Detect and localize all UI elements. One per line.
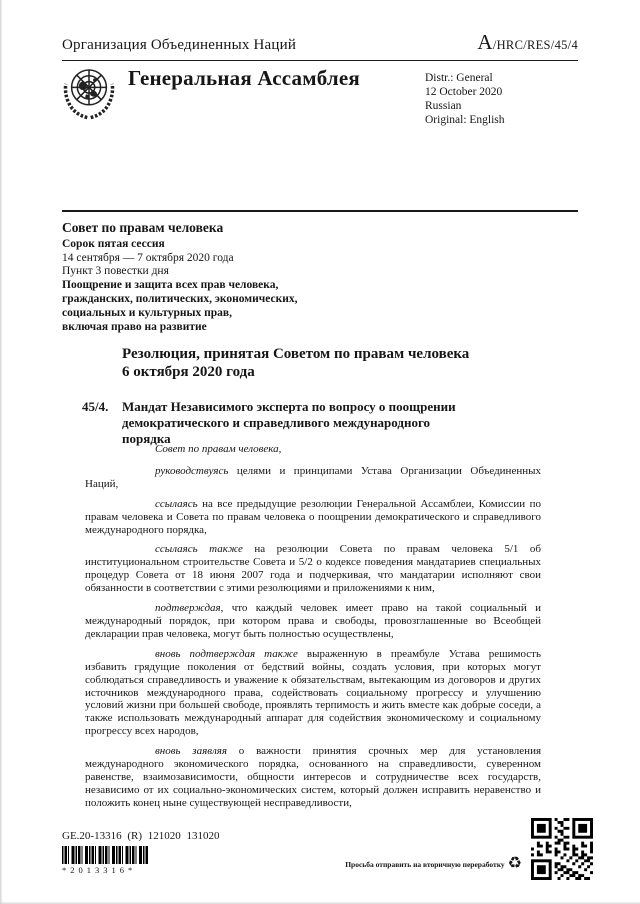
barcode-text: *2013316* <box>62 865 137 875</box>
document-symbol <box>477 30 578 55</box>
paragraph-text: на все предыдущие резолюции Генеральной Ассамблеи, Комиссии по правам человека и Совета по правам человека о поощрении демократического и справедливого международного порядка, <box>85 497 541 536</box>
recycle-notice <box>345 856 522 872</box>
language-label: Russian <box>425 100 462 112</box>
preamble-paragraph <box>85 745 541 810</box>
resolution-number: 45/4. <box>82 399 109 414</box>
qr-code-icon <box>531 818 593 880</box>
session-block <box>62 221 297 334</box>
recycle-note: Просьба отправить на вторичную переработку <box>345 859 505 869</box>
preamble-paragraph <box>85 602 541 641</box>
date-label: 12 October 2020 <box>425 86 503 98</box>
document-symbol-prefix: A <box>477 30 493 54</box>
paragraph-lead: ссылаясь <box>155 497 198 510</box>
session-number: Сорок пятая сессия <box>62 237 165 250</box>
paragraph-text: , что каждый человек имеет право на такой социальный и международный порядок, при котором права и свободы, провозглашенные во Всеобщей декларации прав человека, могут быть полностью осуществлены, <box>85 602 541 640</box>
document-header <box>62 30 578 61</box>
resolution-opening: Совет по правам человека, <box>155 443 282 455</box>
preamble-paragraph <box>85 543 541 595</box>
section-rule <box>62 210 578 212</box>
preamble-paragraph <box>85 498 541 537</box>
un-emblem-icon <box>60 64 118 120</box>
agenda-title-line: Поощрение и защита всех прав человека, <box>62 279 279 292</box>
preamble-paragraph <box>85 648 541 738</box>
distr-label: Distr.: General <box>425 72 493 84</box>
ge-document-number: GE.20-13316 (R) 121020 131020 <box>62 830 220 842</box>
distribution-block <box>425 71 505 127</box>
agenda-title-line: социальных и культурных прав, <box>62 306 232 319</box>
resolution-heading <box>82 399 464 447</box>
recycle-icon: ♻ <box>507 855 522 872</box>
agenda-item: Пункт 3 повестки дня <box>62 265 169 278</box>
paragraph-lead: ссылаясь также <box>155 543 243 556</box>
resolution-title <box>122 345 469 381</box>
paragraph-text: целями и принципами Устава Организации Объединенных Наций, <box>85 464 541 490</box>
preamble-paragraph <box>85 465 541 491</box>
org-name: Организация Объединенных Наций <box>62 37 297 53</box>
barcode-icon <box>62 846 149 864</box>
paragraph-lead: руководствуясь <box>155 464 229 477</box>
paragraph-lead: вновь заявляя <box>155 745 228 758</box>
assembly-title: Генеральная Ассамблея <box>128 66 360 90</box>
paragraph-lead: подтверждая <box>155 602 221 615</box>
paragraph-text: на резолюции Совета по правам человека 5/1 об институциональном строительстве Совета и 5/2 о кодексе поведения мандатариев специальных процедур Совета от 18 июня 2007 года и подчеркивая, что мандатарии исполняют свои обязанности в соответствии с этими резолюциями и приложениями к ним, <box>85 543 541 595</box>
resolution-subject: Мандат Независимого эксперта по вопросу о поощрении демократического и справедливого международного порядка <box>122 399 456 446</box>
agenda-title-line: гражданских, политических, экономических, <box>62 292 298 305</box>
council-title: Совет по правам человека <box>62 220 224 235</box>
resolution-title-line2: 6 октября 2020 года <box>122 364 255 380</box>
original-language-label: Original: English <box>425 114 505 126</box>
agenda-title-line: включая право на развитие <box>62 320 207 333</box>
paragraph-text: выраженную в преамбуле Устава решимость избавить грядущие поколения от бедствий войны, создать условия, при которых могут соблюдаться справедливость и уважение к обязательствам, вытекающим из договоров и других источников международного права, содействовать социальному прогрессу и улучшению условий жизни при большей свободе, проявлять терпимость и жить вместе как добрые соседи, а также использовать международный аппарат для содействия экономическому и социальному прогрессу всех народов, <box>85 647 541 738</box>
paragraph-lead: вновь подтверждая также <box>155 647 298 660</box>
session-dates: 14 сентября — 7 октября 2020 года <box>62 251 234 264</box>
document-symbol-suffix: /HRC/RES/45/4 <box>492 38 578 52</box>
resolution-title-line1: Резолюция, принятая Советом по правам человека <box>122 346 470 362</box>
paragraph-text: о важности принятия срочных мер для установления международного экономического порядка, основанного на справедливости, суверенном равенстве, взаимозависимости, общности интересов и сотрудничестве всех государств, независимо от их социально-экономических систем, который должен исправить неравенство и положить конец ныне существующей несправедливости, <box>85 745 542 809</box>
resolution-body <box>85 443 541 817</box>
